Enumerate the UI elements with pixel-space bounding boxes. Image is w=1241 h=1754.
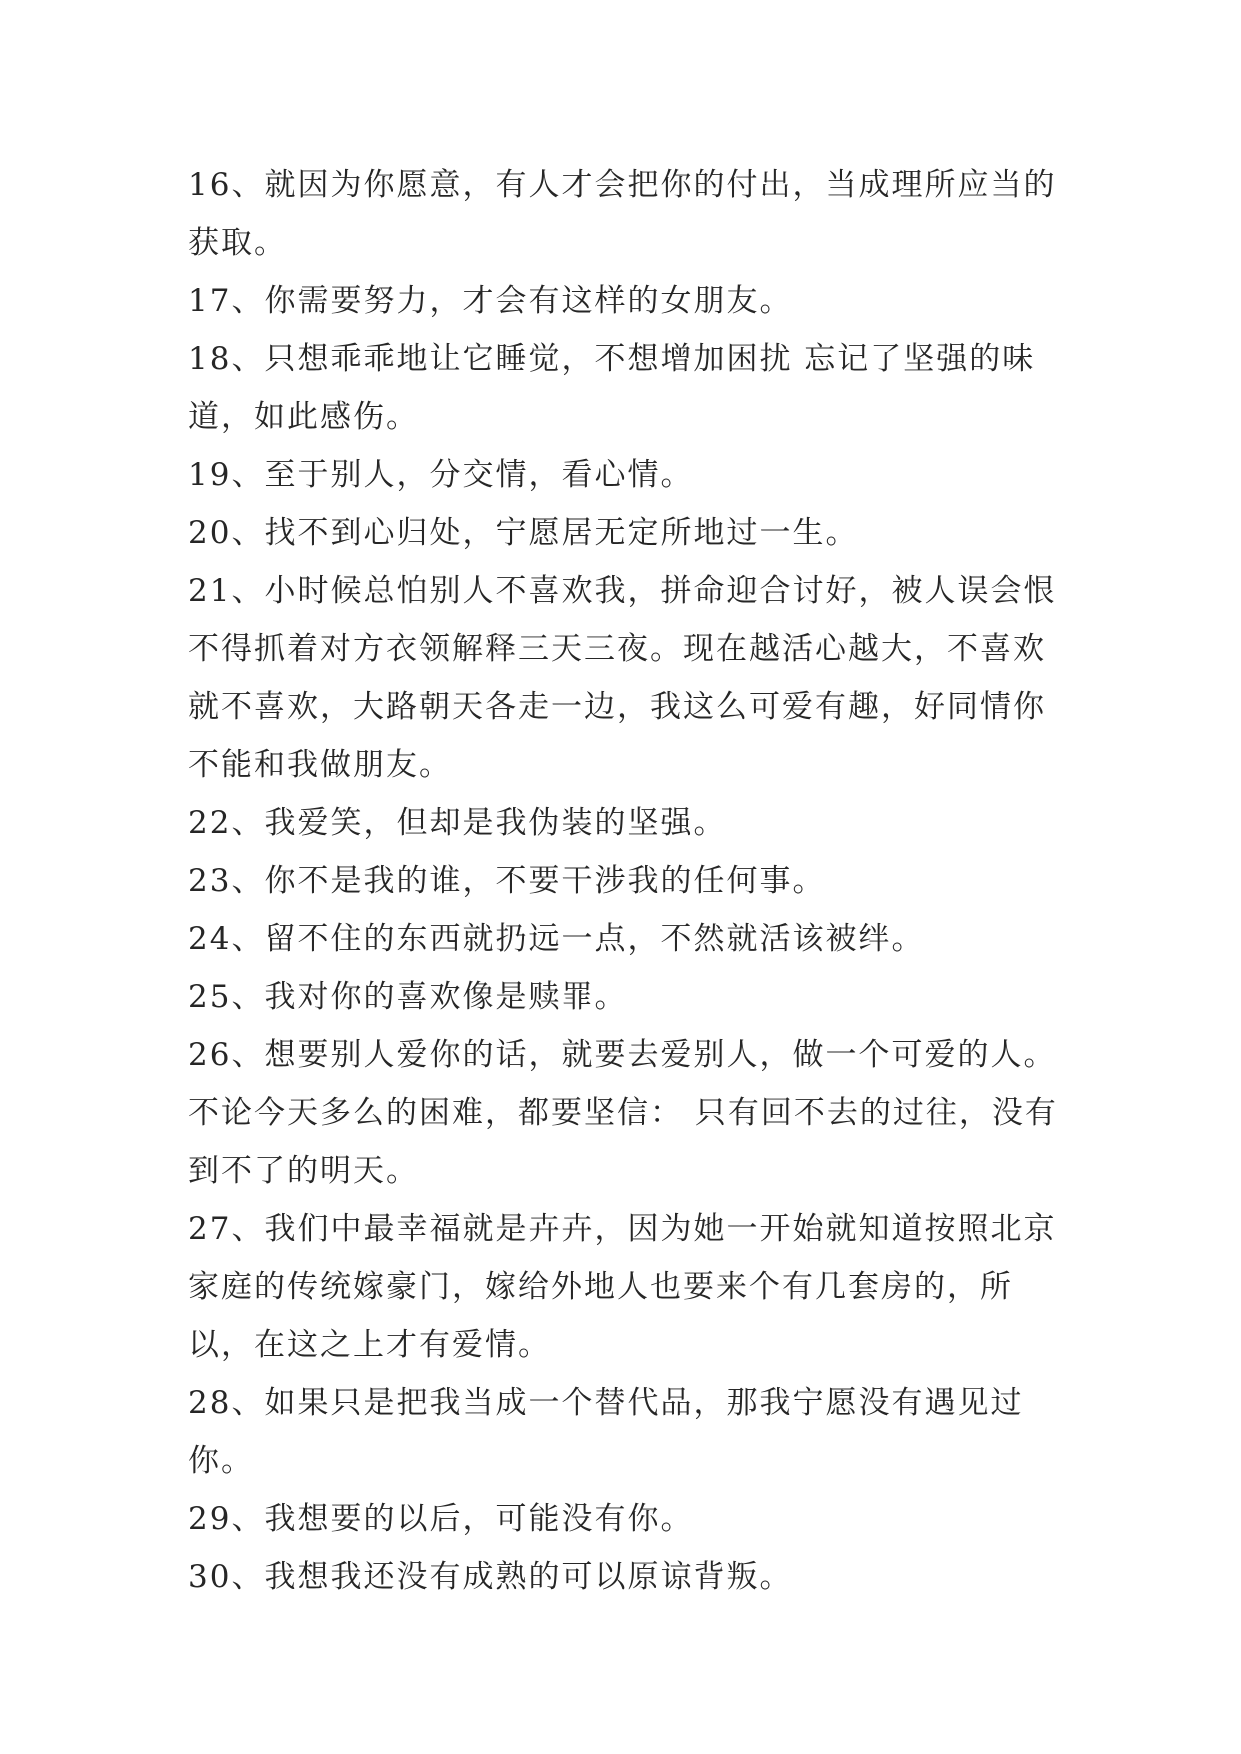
entry-18: 18、只想乖乖地让它睡觉，不想增加困扰 忘记了坚强的味道，如此感伤。 bbox=[188, 341, 1036, 435]
entry-28: 28、如果只是把我当成一个替代品，那我宁愿没有遇见过你。 bbox=[188, 1385, 1024, 1479]
entry-21: 21、小时候总怕别人不喜欢我，拼命迎合讨好，被人误会恨不得抓着对方衣领解释三天三夜。现在越活心越大，不喜欢就不喜欢，大路朝天各走一边，我这么可爱有趣，好同情你不能和我做朋友。 bbox=[188, 573, 1057, 783]
entry-27: 27、我们中最幸福就是卉卉，因为她一开始就知道按照北京家庭的传统嫁豪门，嫁给外地人也要来个有几套房的，所以，在这之上才有爱情。 bbox=[188, 1211, 1057, 1363]
entry-22: 22、我爱笑，但却是我伪装的坚强。 bbox=[188, 805, 727, 841]
entry-29: 29、我想要的以后，可能没有你。 bbox=[188, 1501, 694, 1537]
entry-26: 26、想要别人爱你的话，就要去爱别人，做一个可爱的人。不论今天多么的困难，都要坚信： 只有回不去的过往，没有到不了的明天。 bbox=[188, 1037, 1058, 1189]
entry-16: 16、就因为你愿意，有人才会把你的付出，当成理所应当的获取。 bbox=[188, 167, 1057, 261]
entry-25: 25、我对你的喜欢像是赎罪。 bbox=[188, 979, 628, 1015]
entry-23: 23、你不是我的谁，不要干涉我的任何事。 bbox=[188, 863, 826, 899]
entry-17: 17、你需要努力，才会有这样的女朋友。 bbox=[188, 283, 793, 319]
entry-24: 24、留不住的东西就扔远一点，不然就活该被绊。 bbox=[188, 921, 925, 957]
document-body bbox=[188, 156, 1068, 1606]
entry-19: 19、至于别人，分交情，看心情。 bbox=[188, 457, 694, 493]
entry-20: 20、找不到心归处，宁愿居无定所地过一生。 bbox=[188, 515, 859, 551]
entry-30: 30、我想我还没有成熟的可以原谅背叛。 bbox=[188, 1559, 793, 1595]
